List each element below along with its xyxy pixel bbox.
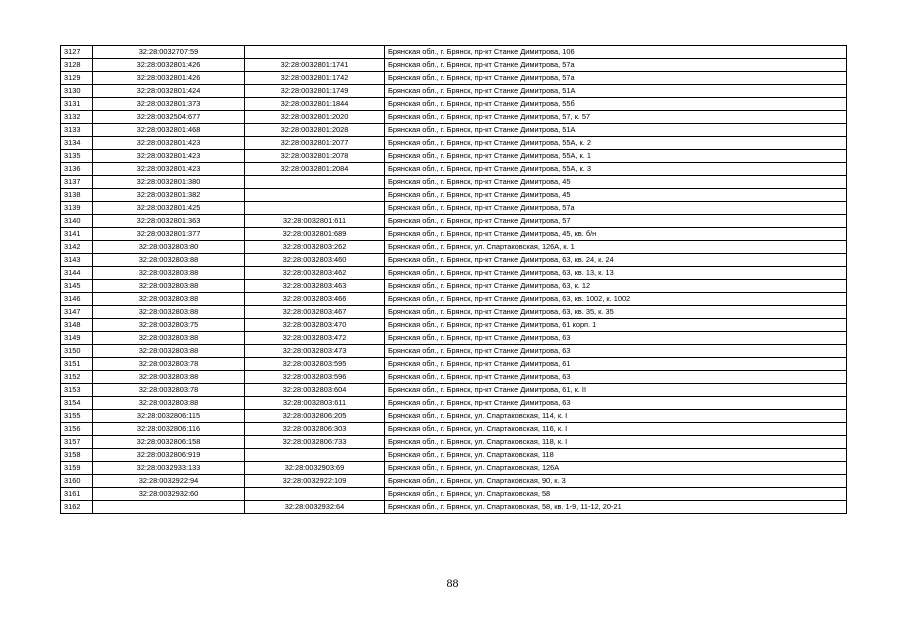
row-number-cell: 3149: [61, 332, 93, 345]
table-row: [61, 436, 847, 449]
parcel-cadastral-number-cell: 32:28:0032806:158: [93, 436, 245, 449]
row-number-cell: 3148: [61, 319, 93, 332]
parcel-cadastral-number-cell: 32:28:0032803:78: [93, 358, 245, 371]
parcel-cadastral-number-cell: 32:28:0032801:424: [93, 85, 245, 98]
parcel-cadastral-number-cell: 32:28:0032803:88: [93, 293, 245, 306]
row-number-cell: 3151: [61, 358, 93, 371]
address-cell: Брянская обл., г. Брянск, пр-кт Станке Димитрова, 61: [385, 358, 847, 371]
row-number-cell: 3161: [61, 488, 93, 501]
table-row: [61, 137, 847, 150]
table-row: [61, 410, 847, 423]
table-row: [61, 267, 847, 280]
table-row: [61, 72, 847, 85]
object-cadastral-number-cell: 32:28:0032806:205: [245, 410, 385, 423]
address-cell: Брянская обл., г. Брянск, пр-кт Станке Димитрова, 61 корп. 1: [385, 319, 847, 332]
parcel-cadastral-number-cell: 32:28:0032803:88: [93, 254, 245, 267]
parcel-cadastral-number-cell: 32:28:0032933:133: [93, 462, 245, 475]
row-number-cell: 3144: [61, 267, 93, 280]
table-row: [61, 319, 847, 332]
table-row: [61, 475, 847, 488]
object-cadastral-number-cell: 32:28:0032801:1742: [245, 72, 385, 85]
property-register-table: [60, 45, 847, 514]
object-cadastral-number-cell: 32:28:0032803:467: [245, 306, 385, 319]
row-number-cell: 3158: [61, 449, 93, 462]
address-cell: Брянская обл., г. Брянск, пр-кт Станке Димитрова, 55А, к. 2: [385, 137, 847, 150]
table-row: [61, 332, 847, 345]
table-row: [61, 384, 847, 397]
object-cadastral-number-cell: 32:28:0032803:466: [245, 293, 385, 306]
parcel-cadastral-number-cell: 32:28:0032803:88: [93, 306, 245, 319]
row-number-cell: 3136: [61, 163, 93, 176]
object-cadastral-number-cell: 32:28:0032932:64: [245, 501, 385, 514]
object-cadastral-number-cell: 32:28:0032803:595: [245, 358, 385, 371]
row-number-cell: 3155: [61, 410, 93, 423]
object-cadastral-number-cell: 32:28:0032903:69: [245, 462, 385, 475]
address-cell: Брянская обл., г. Брянск, ул. Спартаковская, 118: [385, 449, 847, 462]
page-number: 88: [446, 576, 459, 590]
object-cadastral-number-cell: 32:28:0032803:611: [245, 397, 385, 410]
object-cadastral-number-cell: 32:28:0032801:2077: [245, 137, 385, 150]
address-cell: Брянская обл., г. Брянск, ул. Спартаковская, 126А, к. 1: [385, 241, 847, 254]
table-row: [61, 280, 847, 293]
row-number-cell: 3135: [61, 150, 93, 163]
parcel-cadastral-number-cell: 32:28:0032932:60: [93, 488, 245, 501]
parcel-cadastral-number-cell: 32:28:0032801:423: [93, 163, 245, 176]
object-cadastral-number-cell: 32:28:0032922:109: [245, 475, 385, 488]
object-cadastral-number-cell: 32:28:0032803:262: [245, 241, 385, 254]
address-cell: Брянская обл., г. Брянск, пр-кт Станке Димитрова, 57а: [385, 59, 847, 72]
parcel-cadastral-number-cell: 32:28:0032801:373: [93, 98, 245, 111]
table-row: [61, 254, 847, 267]
table-row: [61, 111, 847, 124]
table-row: [61, 462, 847, 475]
parcel-cadastral-number-cell: 32:28:0032803:75: [93, 319, 245, 332]
parcel-cadastral-number-cell: 32:28:0032803:80: [93, 241, 245, 254]
object-cadastral-number-cell: 32:28:0032801:2078: [245, 150, 385, 163]
object-cadastral-number-cell: 32:28:0032801:689: [245, 228, 385, 241]
table-row: [61, 345, 847, 358]
address-cell: Брянская обл., г. Брянск, пр-кт Станке Димитрова, 45, кв. б/н: [385, 228, 847, 241]
address-cell: Брянская обл., г. Брянск, пр-кт Станке Димитрова, 63, кв. 1002, к. 1002: [385, 293, 847, 306]
parcel-cadastral-number-cell: 32:28:0032803:88: [93, 371, 245, 384]
object-cadastral-number-cell: 32:28:0032803:596: [245, 371, 385, 384]
address-cell: Брянская обл., г. Брянск, пр-кт Станке Димитрова, 63, кв. 35, к. 35: [385, 306, 847, 319]
table-row: [61, 163, 847, 176]
object-cadastral-number-cell: 32:28:0032803:604: [245, 384, 385, 397]
object-cadastral-number-cell: [245, 189, 385, 202]
row-number-cell: 3146: [61, 293, 93, 306]
row-number-cell: 3127: [61, 46, 93, 59]
address-cell: Брянская обл., г. Брянск, пр-кт Станке Димитрова, 61, к. II: [385, 384, 847, 397]
object-cadastral-number-cell: 32:28:0032806:303: [245, 423, 385, 436]
object-cadastral-number-cell: 32:28:0032803:460: [245, 254, 385, 267]
row-number-cell: 3162: [61, 501, 93, 514]
parcel-cadastral-number-cell: 32:28:0032801:426: [93, 72, 245, 85]
table-row: [61, 85, 847, 98]
parcel-cadastral-number-cell: 32:28:0032803:88: [93, 397, 245, 410]
object-cadastral-number-cell: 32:28:0032801:611: [245, 215, 385, 228]
parcel-cadastral-number-cell: 32:28:0032806:115: [93, 410, 245, 423]
row-number-cell: 3145: [61, 280, 93, 293]
table-row: [61, 371, 847, 384]
parcel-cadastral-number-cell: 32:28:0032801:423: [93, 150, 245, 163]
object-cadastral-number-cell: 32:28:0032801:1844: [245, 98, 385, 111]
row-number-cell: 3139: [61, 202, 93, 215]
parcel-cadastral-number-cell: 32:28:0032801:425: [93, 202, 245, 215]
table-row: [61, 397, 847, 410]
object-cadastral-number-cell: 32:28:0032801:2028: [245, 124, 385, 137]
address-cell: Брянская обл., г. Брянск, пр-кт Станке Димитрова, 63: [385, 332, 847, 345]
object-cadastral-number-cell: [245, 488, 385, 501]
parcel-cadastral-number-cell: 32:28:0032803:88: [93, 280, 245, 293]
address-cell: Брянская обл., г. Брянск, ул. Спартаковская, 58, кв. 1-9, 11-12, 20-21: [385, 501, 847, 514]
table-row: [61, 176, 847, 189]
parcel-cadastral-number-cell: 32:28:0032803:88: [93, 345, 245, 358]
table-row: [61, 150, 847, 163]
object-cadastral-number-cell: [245, 46, 385, 59]
address-cell: Брянская обл., г. Брянск, пр-кт Станке Димитрова, 63, к. 12: [385, 280, 847, 293]
table-row: [61, 202, 847, 215]
address-cell: Брянская обл., г. Брянск, пр-кт Станке Димитрова, 57а: [385, 72, 847, 85]
address-cell: Брянская обл., г. Брянск, ул. Спартаковская, 126А: [385, 462, 847, 475]
row-number-cell: 3154: [61, 397, 93, 410]
parcel-cadastral-number-cell: 32:28:0032801:426: [93, 59, 245, 72]
object-cadastral-number-cell: 32:28:0032803:473: [245, 345, 385, 358]
address-cell: Брянская обл., г. Брянск, пр-кт Станке Димитрова, 57а: [385, 202, 847, 215]
object-cadastral-number-cell: [245, 449, 385, 462]
row-number-cell: 3159: [61, 462, 93, 475]
row-number-cell: 3143: [61, 254, 93, 267]
object-cadastral-number-cell: 32:28:0032803:462: [245, 267, 385, 280]
parcel-cadastral-number-cell: 32:28:0032803:78: [93, 384, 245, 397]
parcel-cadastral-number-cell: 32:28:0032707:59: [93, 46, 245, 59]
table-row: [61, 215, 847, 228]
object-cadastral-number-cell: [245, 176, 385, 189]
parcel-cadastral-number-cell: 32:28:0032803:88: [93, 332, 245, 345]
row-number-cell: 3140: [61, 215, 93, 228]
address-cell: Брянская обл., г. Брянск, пр-кт Станке Димитрова, 63: [385, 371, 847, 384]
address-cell: Брянская обл., г. Брянск, ул. Спартаковская, 114, к. I: [385, 410, 847, 423]
object-cadastral-number-cell: 32:28:0032803:470: [245, 319, 385, 332]
address-cell: Брянская обл., г. Брянск, пр-кт Станке Димитрова, 63, кв. 13, к. 13: [385, 267, 847, 280]
table-row: [61, 59, 847, 72]
address-cell: Брянская обл., г. Брянск, ул. Спартаковская, 118, к. I: [385, 436, 847, 449]
parcel-cadastral-number-cell: 32:28:0032922:94: [93, 475, 245, 488]
row-number-cell: 3142: [61, 241, 93, 254]
table-row: [61, 228, 847, 241]
row-number-cell: 3129: [61, 72, 93, 85]
row-number-cell: 3134: [61, 137, 93, 150]
table-row: [61, 293, 847, 306]
parcel-cadastral-number-cell: 32:28:0032806:919: [93, 449, 245, 462]
table-row: [61, 488, 847, 501]
row-number-cell: 3130: [61, 85, 93, 98]
address-cell: Брянская обл., г. Брянск, пр-кт Станке Димитрова, 55А, к. 3: [385, 163, 847, 176]
row-number-cell: 3131: [61, 98, 93, 111]
parcel-cadastral-number-cell: 32:28:0032801:363: [93, 215, 245, 228]
address-cell: Брянская обл., г. Брянск, ул. Спартаковская, 90, к. 3: [385, 475, 847, 488]
row-number-cell: 3132: [61, 111, 93, 124]
row-number-cell: 3138: [61, 189, 93, 202]
address-cell: Брянская обл., г. Брянск, пр-кт Станке Димитрова, 51А: [385, 124, 847, 137]
row-number-cell: 3128: [61, 59, 93, 72]
object-cadastral-number-cell: 32:28:0032806:733: [245, 436, 385, 449]
object-cadastral-number-cell: 32:28:0032803:463: [245, 280, 385, 293]
parcel-cadastral-number-cell: 32:28:0032801:377: [93, 228, 245, 241]
address-cell: Брянская обл., г. Брянск, пр-кт Станке Димитрова, 51А: [385, 85, 847, 98]
table-row: [61, 189, 847, 202]
parcel-cadastral-number-cell: 32:28:0032806:116: [93, 423, 245, 436]
parcel-cadastral-number-cell: 32:28:0032504:677: [93, 111, 245, 124]
address-cell: Брянская обл., г. Брянск, пр-кт Станке Димитрова, 57, к. 57: [385, 111, 847, 124]
object-cadastral-number-cell: 32:28:0032801:2020: [245, 111, 385, 124]
table-row: [61, 124, 847, 137]
object-cadastral-number-cell: [245, 202, 385, 215]
address-cell: Брянская обл., г. Брянск, пр-кт Станке Димитрова, 57: [385, 215, 847, 228]
address-cell: Брянская обл., г. Брянск, пр-кт Станке Димитрова, 55б: [385, 98, 847, 111]
row-number-cell: 3133: [61, 124, 93, 137]
address-cell: Брянская обл., г. Брянск, пр-кт Станке Димитрова, 45: [385, 189, 847, 202]
address-cell: Брянская обл., г. Брянск, пр-кт Станке Димитрова, 63: [385, 345, 847, 358]
table-row: [61, 358, 847, 371]
parcel-cadastral-number-cell: 32:28:0032803:88: [93, 267, 245, 280]
row-number-cell: 3150: [61, 345, 93, 358]
row-number-cell: 3141: [61, 228, 93, 241]
parcel-cadastral-number-cell: 32:28:0032801:380: [93, 176, 245, 189]
parcel-cadastral-number-cell: 32:28:0032801:382: [93, 189, 245, 202]
table-row: [61, 241, 847, 254]
address-cell: Брянская обл., г. Брянск, пр-кт Станке Димитрова, 63: [385, 397, 847, 410]
row-number-cell: 3147: [61, 306, 93, 319]
object-cadastral-number-cell: 32:28:0032801:2084: [245, 163, 385, 176]
parcel-cadastral-number-cell: 32:28:0032801:468: [93, 124, 245, 137]
table-body: [61, 46, 847, 514]
object-cadastral-number-cell: 32:28:0032801:1749: [245, 85, 385, 98]
row-number-cell: 3137: [61, 176, 93, 189]
table-row: [61, 423, 847, 436]
object-cadastral-number-cell: 32:28:0032801:1741: [245, 59, 385, 72]
table-row: [61, 449, 847, 462]
row-number-cell: 3157: [61, 436, 93, 449]
address-cell: Брянская обл., г. Брянск, пр-кт Станке Димитрова, 63, кв. 24, к. 24: [385, 254, 847, 267]
row-number-cell: 3153: [61, 384, 93, 397]
parcel-cadastral-number-cell: 32:28:0032801:423: [93, 137, 245, 150]
object-cadastral-number-cell: 32:28:0032803:472: [245, 332, 385, 345]
row-number-cell: 3152: [61, 371, 93, 384]
parcel-cadastral-number-cell: [93, 501, 245, 514]
address-cell: Брянская обл., г. Брянск, ул. Спартаковская, 116, к. I: [385, 423, 847, 436]
address-cell: Брянская обл., г. Брянск, пр-кт Станке Димитрова, 45: [385, 176, 847, 189]
row-number-cell: 3160: [61, 475, 93, 488]
table-row: [61, 46, 847, 59]
table-row: [61, 501, 847, 514]
address-cell: Брянская обл., г. Брянск, пр-кт Станке Димитрова, 55А, к. 1: [385, 150, 847, 163]
table-row: [61, 98, 847, 111]
table-row: [61, 306, 847, 319]
row-number-cell: 3156: [61, 423, 93, 436]
address-cell: Брянская обл., г. Брянск, ул. Спартаковская, 58: [385, 488, 847, 501]
address-cell: Брянская обл., г. Брянск, пр-кт Станке Димитрова, 106: [385, 46, 847, 59]
